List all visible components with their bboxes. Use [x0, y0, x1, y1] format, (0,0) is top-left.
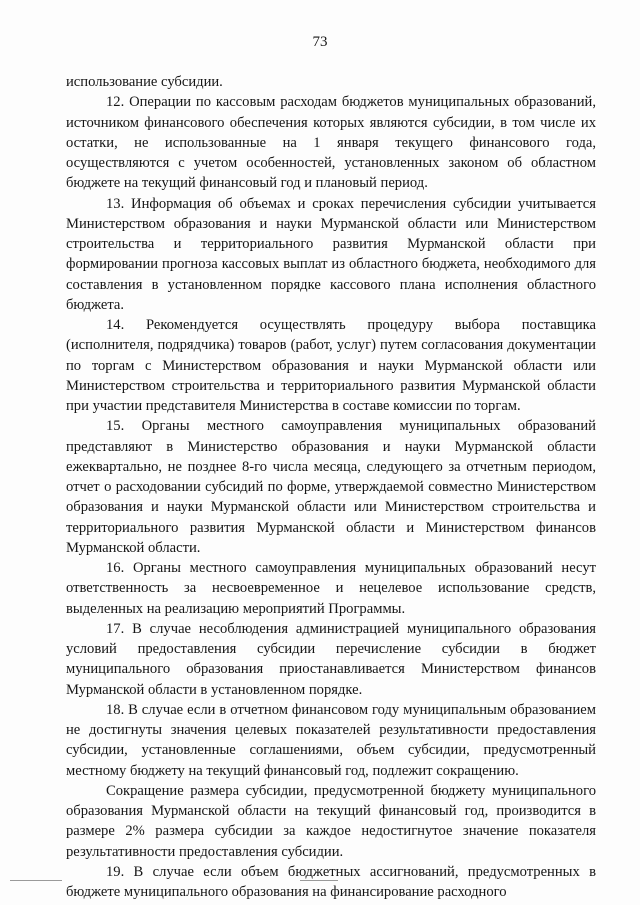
- paragraph-17: 17. В случае несоблюдения администрацией муниципального образования условий предоставления субсидии перечисление субсидии в бюджет муниципального образования приостанавливается Министерством финансов Мурманской области в установленном порядке.: [66, 620, 596, 698]
- scan-edge-mark-left: [10, 880, 62, 881]
- paragraph-19: 19. В случае если объем бюджетных ассигнований, предусмотренных в бюджете муниципального образования на финансирование расходного: [66, 863, 596, 900]
- paragraph-12: 12. Операции по кассовым расходам бюджетов муниципальных образований, источником финансового обеспечения которых являются субсидии, в том числе их остатки, не использованные на 1 января текущего финансового года, осуществляются с учетом особенностей, установленных законом об областном бюджете на текущий финансовый год и плановый период.: [66, 94, 596, 192]
- paragraph-18: 18. В случае если в отчетном финансовом году муниципальным образованием не достигнуты значения целевых показателей результативности предоставления субсидии, установленные соглашениями, объем субсидии, предусмотренный местному бюджету на текущий финансовый год, подлежит сокращению.: [66, 701, 596, 779]
- paragraph-14: 14. Рекомендуется осуществлять процедуру выбора поставщика (исполнителя, подрядчика) товаров (работ, услуг) путем согласования документации по торгам с Министерством образования и науки Мурманской области или Министерством строительства и территориального развития Мурманской области при участии представителя Министерства в составе комиссии по торгам.: [66, 317, 596, 414]
- page-number: 73: [312, 34, 328, 50]
- document-body: [66, 72, 596, 902]
- paragraph-continuation: использование субсидии.: [66, 74, 223, 90]
- scan-edge-mark-right: [300, 880, 338, 881]
- paragraph-13: 13. Информация об объемах и сроках перечисления субсидии учитывается Министерством образования и науки Мурманской области или Министерством строительства и территориального развития Мурманской области при формировании прогноза кассовых выплат из областного бюджета, необходимого для составления в установленном порядке кассового плана исполнения областного бюджета.: [66, 195, 596, 313]
- paragraph-16: 16. Органы местного самоуправления муниципальных образований несут ответственность за несвоевременное и нецелевое использование средств, выделенных на реализацию мероприятий Программы.: [66, 560, 596, 617]
- paragraph-15: 15. Органы местного самоуправления муниципальных образований представляют в Министерство образования и науки Мурманской области ежеквартально, не позднее 8-го числа месяца, следующего за отчетным периодом, отчет о расходовании субсидий по форме, утверждаемой совместно Министерством образования и науки Мурманской области или Министерством строительства и территориального развития Мурманской области и Министерством финансов Мурманской области.: [66, 418, 596, 556]
- paragraph-18-reduction: Сокращение размера субсидии, предусмотренной бюджету муниципального образования Мурманской области на текущий финансовый год, производится в размере 2% размера субсидии за каждое недостигнутое значение показателя результативности предоставления субсидии.: [66, 782, 596, 860]
